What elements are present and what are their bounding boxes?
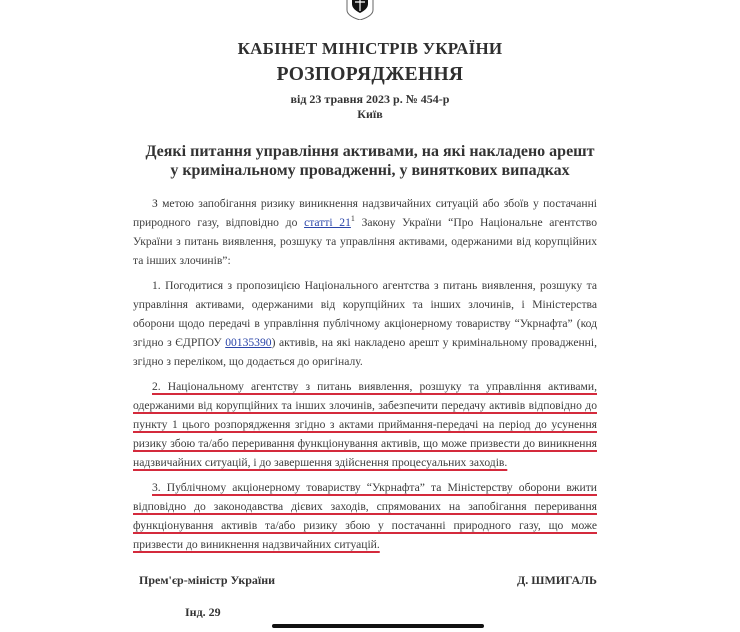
document-type: РОЗПОРЯДЖЕННЯ (276, 64, 464, 85)
institution-name: КАБІНЕТ МІНІСТРІВ УКРАЇНИ (237, 39, 503, 58)
coat-of-arms-icon (345, 0, 375, 20)
law-article-link[interactable]: статті 21 (304, 216, 351, 229)
document-date-number: від 23 травня 2023 р. № 454-р (290, 92, 450, 106)
paragraph-3-text: 3. Публічному акціонерному товариству “Укрнафта” та Міністерству оборони вжити відповідно до законодавства дієвих заходів, спрямованих на запобігання переривання функціонування активів та/або ризику збою у постачанні природного газу, що може призвести до виникнення надзвичайних ситуацій. (133, 481, 597, 551)
document-city: Київ (357, 107, 383, 121)
document-index: Інд. 29 (185, 605, 221, 619)
document-title (0, 142, 740, 180)
document-title-line-2: у кримінальному провадженні, у виняткових випадках (170, 162, 570, 179)
signature-row (139, 572, 597, 590)
intro-paragraph (133, 194, 597, 270)
paragraph-1-text-end: ) активів, на які накладено арешт у кримінальному провадженні, згідно з переліком, що додається до оригіналу. (133, 336, 597, 368)
signatory-position: Прем'єр-міністр України (139, 573, 276, 587)
paragraph-1 (133, 276, 597, 371)
paragraph-1-text-start: 1. Погодитися з пропозицією Національного агентства з питань виявлення, розшуку та управління активами, одержаними від корупційних та інших злочинів, і Міністерства оборони щодо передачі в управління публічному акціонерному товариству “Укрнафта” (код згідно з ЄДРПОУ (133, 279, 597, 349)
intro-text-end: Закону України “Про Національне агентство України з питань виявлення, розшуку та управління активами, одержаними від корупційних та інших злочинів”: (133, 216, 597, 267)
edrpou-code-link[interactable]: 00135390 (225, 336, 272, 349)
paragraph-2 (133, 377, 597, 472)
signatory-name: Д. ШМИГАЛЬ (517, 573, 597, 587)
intro-text-start: З метою запобігання ризику виникнення надзвичайних ситуацій або збоїв у постачанні природного газу, відповідно до (133, 197, 597, 229)
paragraph-3 (133, 478, 597, 554)
article-superscript: 1 (350, 214, 355, 224)
home-indicator-bar[interactable] (272, 624, 484, 628)
emblem-area (0, 0, 740, 26)
paragraph-2-text: 2. Національному агентству з питань виявлення, розшуку та управління активами, одержаними від корупційних та інших злочинів, забезпечити передачу активів відповідно до пункту 1 цього розпорядження згідно з актами приймання-передачі на період до усунення ризику збою та/або переривання функціонування активів, що може призвести до виникнення надзвичайних ситуацій, і до завершення здійснення процесуальних заходів. (133, 380, 597, 469)
document-title-line-1: Деякі питання управління активами, на які накладено арешт (145, 143, 595, 160)
